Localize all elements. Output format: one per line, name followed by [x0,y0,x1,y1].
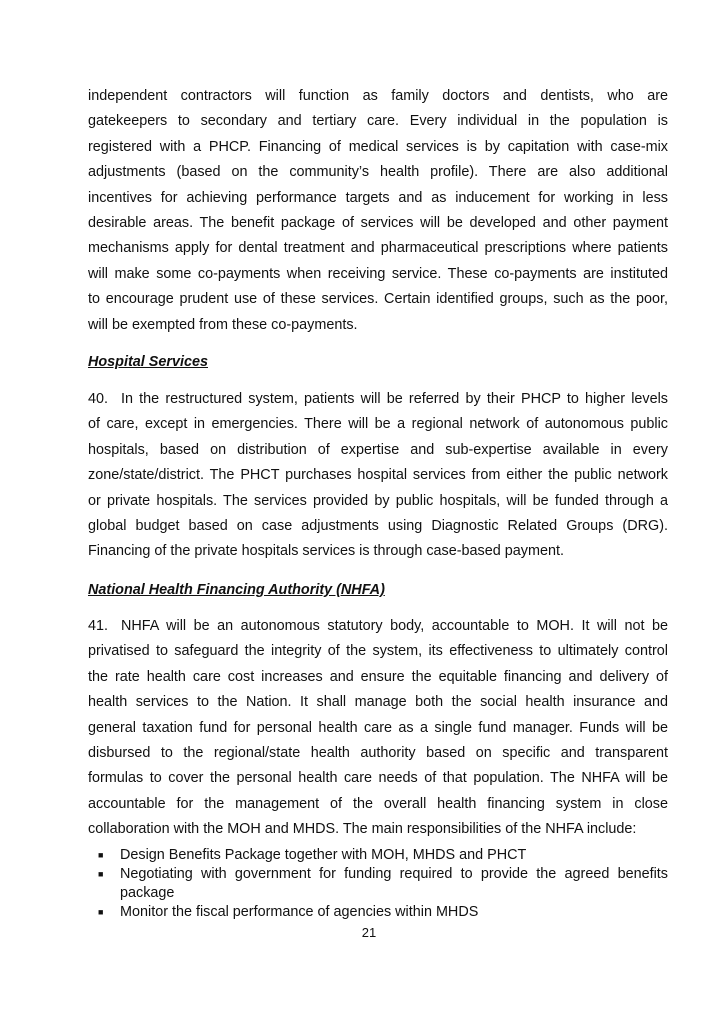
line-text: mechanisms apply for dental treatment and pharmaceutical prescriptions where patients [88,240,668,257]
text-line [88,412,668,437]
text-line [88,387,668,412]
text-line [88,84,668,109]
list-item: ■ Monitor the fiscal performance of agencies within MHDS [98,904,479,920]
paragraph-number: 41. [88,618,109,634]
text-line [88,741,668,766]
line-text: of care, except in emergencies. There will be a regional network of autonomous public [88,416,668,433]
line-text: Financing of the private hospitals services is through case-based payment. [88,543,564,560]
line-text: gatekeepers to secondary and tertiary care. Every individual in the population is [88,113,668,130]
text-line [88,313,668,338]
text-line [88,438,668,463]
line-text: In the restructured system, patients will be referred by their PHCP to higher levels [121,391,668,407]
heading-hospital-services: Hospital Services [88,354,208,370]
list-item: ■ Negotiating with government for funding required to provide the agreed benefits package [98,866,668,901]
line-text: to encourage prudent use of these services. Certain identified groups, such as the poor, [88,291,668,308]
text-line [88,614,668,639]
line-text: global budget based on case adjustments using Diagnostic Related Groups (DRG). [88,517,668,534]
text-line [88,211,668,236]
text-line [88,287,668,312]
line-text: formulas to cover the personal health care needs of that population. The NHFA will be [88,770,668,787]
line-text: adjustments (based on the community’s health profile). There are also additional [88,164,668,181]
line-text: zone/state/district. The PHCT purchases hospital services from either the public network [88,467,668,484]
line-text: desirable areas. The benefit package of services will be developed and other payment [88,214,668,231]
text-line [88,236,668,261]
text-line [88,135,668,160]
paragraph-number: 40. [88,391,109,407]
line-text: disbursed to the regional/state health authority based on specific and transparent [88,744,668,761]
line-text: or private hospitals. The services provided by public hospitals, will be funded through a [88,492,668,509]
line-text: NHFA will be an autonomous statutory body, accountable to MOH. It will not be [121,618,668,634]
line-text: collaboration with the MOH and MHDS. The main responsibilities of the NHFA include: [88,821,637,838]
text-line [88,690,668,715]
text-line [88,160,668,185]
paragraph-intro [88,84,668,338]
line-text: will make some co-payments when receiving service. These co-payments are instituted [88,265,668,282]
paragraph-40 [88,387,668,565]
line-text: registered with a PHCP. Financing of medical services is by capitation with case-mix [88,138,668,155]
line-text: independent contractors will function as family doctors and dentists, who are [88,88,668,104]
line-text: accountable for the management of the overall health financing system in close [88,795,668,812]
text-line [88,489,668,514]
page-number: 21 [361,925,377,940]
square-bullet-icon: ■ [98,850,104,860]
heading-nhfa: National Health Financing Authority (NHFA) [88,582,385,598]
text-line [88,716,668,741]
text-line [88,539,668,564]
text-line [88,792,668,817]
line-text: will be exempted from these co-payments. [88,316,358,333]
line-text: the rate health care cost increases and ensure the equitable financing and delivery of [88,668,668,685]
text-line [88,817,668,842]
square-bullet-icon: ■ [98,907,104,917]
text-line [88,463,668,488]
text-line [88,186,668,211]
text-line [88,109,668,134]
list-item: ■ Design Benefits Package together with MOH, MHDS and PHCT [98,847,527,863]
square-bullet-icon: ■ [98,869,104,879]
text-line [88,514,668,539]
line-text: health services to the Nation. It shall manage both the social health insurance and [88,694,668,711]
line-text: general taxation fund for personal health care as a single fund manager. Funds will be [88,719,668,736]
line-text: privatised to safeguard the integrity of the system, its effectiveness to ultimately control [88,643,668,660]
line-text: hospitals, based on distribution of expertise and sub-expertise available in every [88,441,668,458]
text-line [88,766,668,791]
text-line [88,639,668,664]
text-line [88,665,668,690]
paragraph-41 [88,614,668,843]
text-line [88,262,668,287]
responsibilities-list [98,846,668,922]
line-text: incentives for achieving performance targets and as inducement for working in less [88,189,668,206]
